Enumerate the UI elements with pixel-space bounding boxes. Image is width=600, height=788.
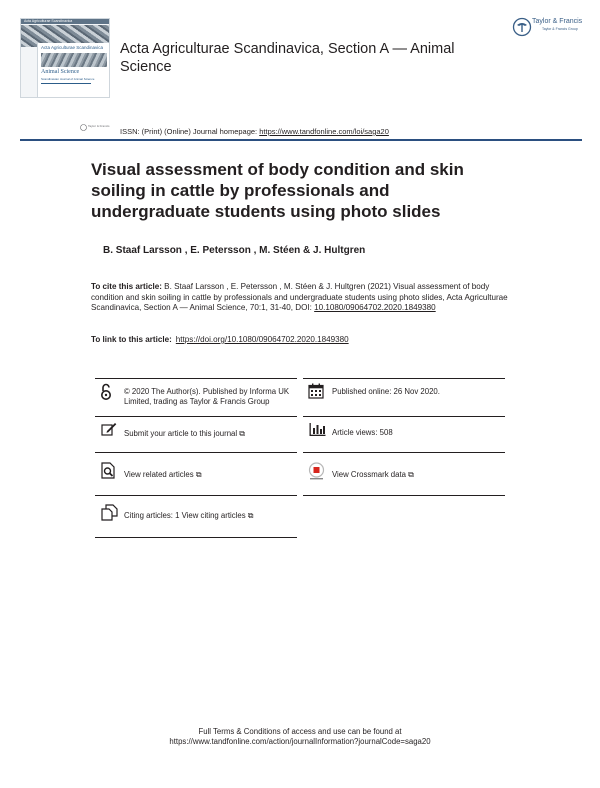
cover-title-large: Animal Science <box>41 69 80 75</box>
divider-row2-right <box>303 452 505 453</box>
published-date: Published online: 26 Nov 2020. <box>332 387 440 396</box>
related-articles-icon <box>101 462 116 479</box>
cite-doi-link[interactable]: 10.1080/09064702.2020.1849380 <box>314 303 436 313</box>
link-label: To link to this article: <box>91 335 172 344</box>
publisher-name: Taylor & Francis <box>532 18 583 25</box>
publisher-sub: Taylor & Francis Group <box>542 27 578 31</box>
footer-url[interactable]: https://www.tandfonline.com/action/journalInformation?journalCode=saga20 <box>169 737 431 746</box>
journal-homepage-link[interactable]: https://www.tandfonline.com/loi/saga20 <box>259 127 389 136</box>
citing-articles-link[interactable] <box>124 511 254 521</box>
crossmark-link[interactable] <box>332 470 414 480</box>
issn-text: ISSN: (Print) (Online) Journal homepage: <box>120 127 260 136</box>
issn-line <box>120 127 389 136</box>
divider-row3-right <box>303 495 505 496</box>
related-articles-link[interactable] <box>124 470 202 480</box>
external-link-icon: ⧉ <box>239 429 245 438</box>
cover-panel <box>37 43 110 97</box>
taylor-francis-logo-icon <box>512 17 532 37</box>
divider-row2-left <box>95 452 297 453</box>
citation <box>91 282 511 314</box>
cover-title-small: Acta Agriculturae Scandinavica <box>41 45 104 50</box>
divider-row3-left <box>95 495 297 496</box>
crossmark-icon <box>308 462 325 481</box>
article-views: Article views: 508 <box>332 428 393 437</box>
citing-text: Citing articles: 1 View citing articles <box>124 511 246 520</box>
journal-cover <box>20 18 110 98</box>
cover-photo <box>41 53 107 67</box>
article-doi-link[interactable]: https://doi.org/10.1080/09064702.2020.1849380 <box>175 335 349 344</box>
external-link-icon: ⧉ <box>408 470 414 479</box>
cite-label: To cite this article: <box>91 282 162 291</box>
calendar-icon <box>308 383 324 399</box>
edit-icon <box>101 422 117 436</box>
footer-terms: Full Terms & Conditions of access and use can be found at <box>198 727 402 736</box>
divider-row4-left <box>95 537 297 538</box>
footer <box>100 727 500 747</box>
journal-title: Acta Agriculturae Scandinavica, Section A — Animal Science <box>120 41 455 75</box>
external-link-icon: ⧉ <box>247 511 254 520</box>
submit-text: Submit your article to this journal <box>124 429 238 438</box>
divider-top-left <box>95 378 297 379</box>
bar-chart-icon <box>309 423 326 436</box>
external-link-icon: ⧉ <box>195 470 202 479</box>
submit-article-link[interactable] <box>124 429 245 439</box>
divider-row1-right <box>303 416 505 417</box>
header-rule <box>20 139 582 141</box>
divider-top-right <box>303 378 505 379</box>
article-title: Visual assessment of body condition and skin soiling in cattle by professionals and undergraduate students using photo slides <box>91 160 464 221</box>
divider-row1-left <box>95 416 297 417</box>
related-text: View related articles <box>124 470 194 479</box>
open-access-icon <box>100 383 112 401</box>
open-access-text: © 2020 The Author(s). Published by Informa UK Limited, trading as Taylor & Francis Group <box>124 387 290 406</box>
cover-title-sub: Scandinavian Journal of Animal Science <box>41 77 95 81</box>
crossmark-text: View Crossmark data <box>332 470 406 479</box>
tiny-publisher-text: Taylor & Francis <box>88 124 110 128</box>
cover-band-text: Acta Agriculturae Scandinavica <box>24 19 73 23</box>
citing-articles-icon <box>101 504 118 521</box>
article-authors: B. Staaf Larsson , E. Petersson , M. Stéen & J. Hultgren <box>103 245 366 256</box>
article-link <box>91 335 349 344</box>
cite-text: B. Staaf Larsson , E. Petersson , M. Stéen & J. Hultgren (2021) Visual assessment of body condition and skin soiling in cattle by professionals and undergraduate students using photo slides, Acta Agriculturae Scandinavica, Section A — Animal Science, 70:1, 31-40, DOI: <box>91 282 508 313</box>
cover-line <box>41 83 91 84</box>
tandf-small-logo-icon <box>80 124 87 131</box>
